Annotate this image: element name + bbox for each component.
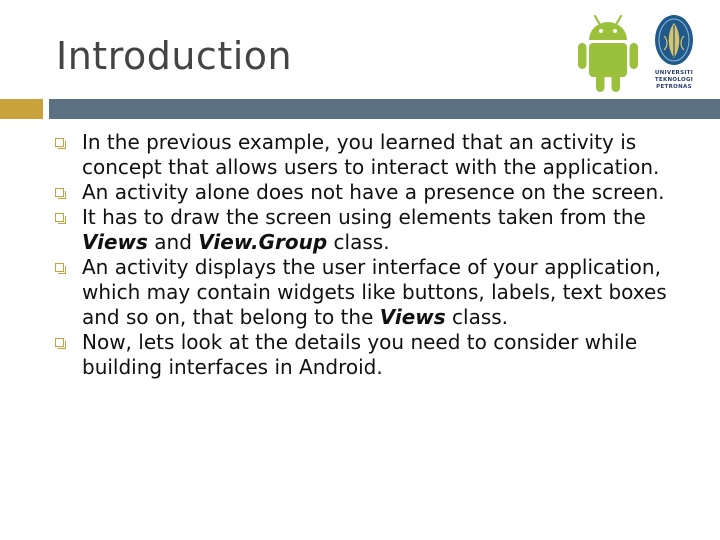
bullet-text-mid: and <box>147 230 199 254</box>
bullet-item <box>0 255 720 330</box>
utp-label-line-1: UNIVERSITI <box>654 70 694 76</box>
bullet-text-post: class. <box>327 230 390 254</box>
utp-label-line-3: PETRONAS <box>656 84 692 90</box>
bullet-text-post: class. <box>445 305 509 329</box>
bullet-text: Now, lets look at the details you need to consider while building interfaces in Android. <box>82 330 638 379</box>
square-bullet-icon <box>55 338 64 347</box>
bullet-text: In the previous example, you learned that an activity is concept that allows users to interact with the application. <box>82 130 660 179</box>
bullet-text-pre: It has to draw the screen using elements taken from the <box>82 205 646 229</box>
square-bullet-icon <box>55 263 64 272</box>
square-bullet-icon <box>55 213 64 222</box>
bullet-item <box>0 180 720 205</box>
square-bullet-icon <box>55 138 64 147</box>
title-rule-bar <box>49 99 720 119</box>
bullet-emphasis: View.Group <box>198 230 328 254</box>
bullet-item <box>0 330 720 380</box>
square-bullet-icon <box>55 188 64 197</box>
slide-title: Introduction <box>56 34 293 78</box>
bullet-text-pre: An activity displays the user interface of your application, which may contain widgets like buttons, labels, text boxes and so on, that belong to the <box>82 255 667 329</box>
android-robot-logo <box>572 10 644 95</box>
bullet-item <box>0 205 720 255</box>
bullet-emphasis: Views <box>379 305 446 329</box>
bullet-list <box>0 130 720 380</box>
bullet-item <box>0 130 720 180</box>
title-rule-accent <box>0 99 43 119</box>
bullet-emphasis: Views <box>82 230 148 254</box>
utp-label-line-2: TEKNOLOGI <box>654 77 694 83</box>
bullet-text: An activity alone does not have a presence on the screen. <box>82 180 665 204</box>
